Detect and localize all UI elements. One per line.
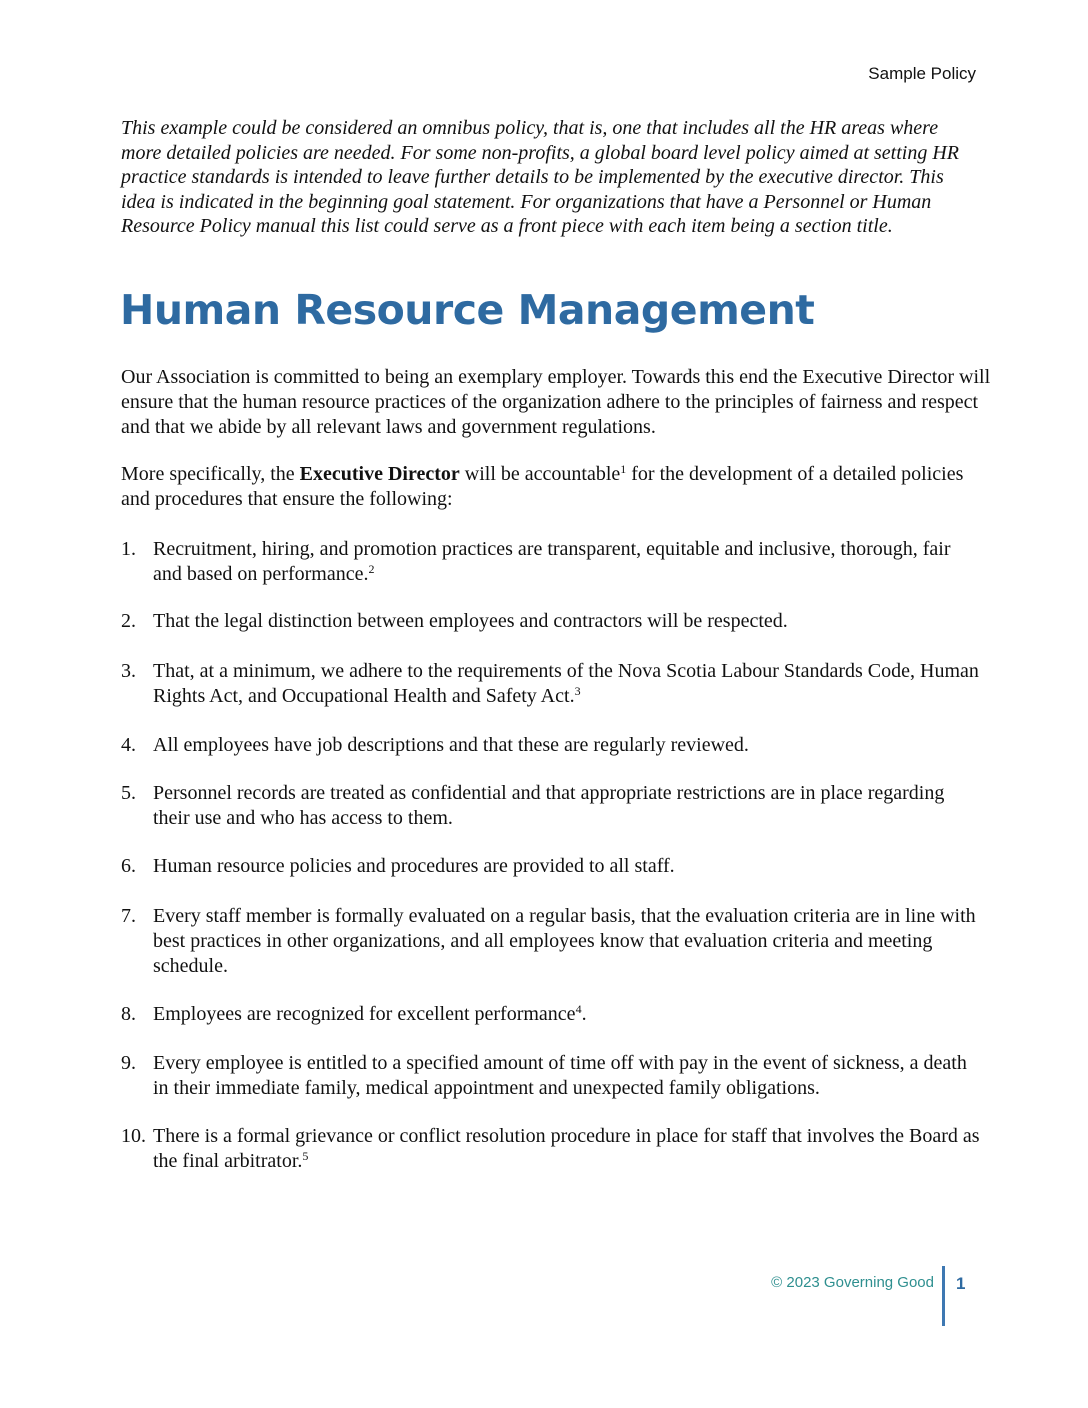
list-number: 3. — [121, 660, 136, 682]
list-item — [121, 659, 981, 709]
list-number: 4. — [121, 734, 136, 756]
intro-paragraph: Our Association is committed to being an exemplary employer. Towards this end the Executive Director will ensure that the human resource practices of the organization adhere to the principles of fairness and respect and that we abide by all relevant laws and government regulations. — [121, 366, 991, 438]
footer-divider — [942, 1266, 945, 1326]
list-number: 1. — [121, 538, 136, 560]
list-item — [121, 1051, 981, 1101]
paragraph-text: for the development of a detailed policies and procedures that ensure the following: — [121, 463, 964, 510]
list-text: Recruitment, hiring, and promotion practices are transparent, equitable and inclusive, thorough, fair and based on performance.$^2$ — [153, 538, 951, 585]
footnote-ref[interactable]: 4 — [575, 1002, 582, 1016]
list-number: 9. — [121, 1052, 136, 1074]
list-text: Employees are recognized for excellent performance$^4$. — [153, 1002, 587, 1025]
list-number: 10. — [121, 1125, 146, 1147]
page-number: 1 — [956, 1274, 966, 1293]
list-text: That the legal distinction between employees and contractors will be respected. — [153, 610, 788, 632]
list-text: Human resource policies and procedures are provided to all staff. — [153, 855, 675, 877]
list-item — [121, 609, 981, 634]
list-number: 7. — [121, 905, 136, 927]
list-item — [121, 537, 981, 587]
footer-copyright: © 2023 Governing Good — [771, 1274, 934, 1291]
list-item — [121, 1002, 981, 1027]
list-text: There is a formal grievance or conflict resolution procedure in place for staff that involves the Board as the final arbitrator.$^5$ — [153, 1125, 980, 1172]
paragraph-text: More specifically, the — [121, 463, 300, 485]
list-text: That, at a minimum, we adhere to the requirements of the Nova Scotia Labour Standards Code, Human Rights Act, and Occupational Health and Safety Act.$^3$ — [153, 660, 979, 707]
paragraph-text: will be accountable — [459, 463, 621, 485]
list-item — [121, 904, 981, 979]
page-title: Human Resource Management — [120, 286, 815, 334]
footnote-ref[interactable]: 3 — [574, 684, 581, 698]
executive-director-bold: Executive Director — [299, 463, 460, 485]
list-item — [121, 1124, 981, 1174]
list-number: 8. — [121, 1003, 136, 1025]
list-text: Personnel records are treated as confidential and that appropriate restrictions are in place regarding their use and who has access to them. — [153, 782, 945, 829]
list-text: Every staff member is formally evaluated on a regular basis, that the evaluation criteria are in line with best practices in other organizations, and all employees know that evaluation criteria and meeting schedule. — [153, 905, 976, 977]
accountability-paragraph — [121, 462, 991, 512]
footnote-ref[interactable]: 1 — [620, 462, 627, 476]
list-number: 2. — [121, 610, 136, 632]
list-text: All employees have job descriptions and that these are regularly reviewed. — [153, 734, 749, 756]
list-item — [121, 733, 981, 758]
list-text: Every employee is entitled to a specified amount of time off with pay in the event of sickness, a death in their immediate family, medical appointment and unexpected family obligations. — [153, 1052, 967, 1099]
list-item — [121, 854, 981, 879]
list-number: 6. — [121, 855, 136, 877]
header-label: Sample Policy — [868, 64, 976, 83]
footnote-ref[interactable]: 5 — [302, 1149, 309, 1163]
list-number: 5. — [121, 782, 136, 804]
intro-note: This example could be considered an omnibus policy, that is, one that includes all the HR areas where more detailed policies are needed. For some non-profits, a global board level policy aimed at setting HR practice standards is intended to leave further details to be implemented by the executive director. This idea is indicated in the beginning goal statement. For organizations that have a Personnel or Human Resource Policy manual this list could serve as a front piece with each item being a section title. — [121, 117, 959, 237]
footnote-ref[interactable]: 2 — [368, 562, 375, 576]
list-item — [121, 781, 981, 831]
